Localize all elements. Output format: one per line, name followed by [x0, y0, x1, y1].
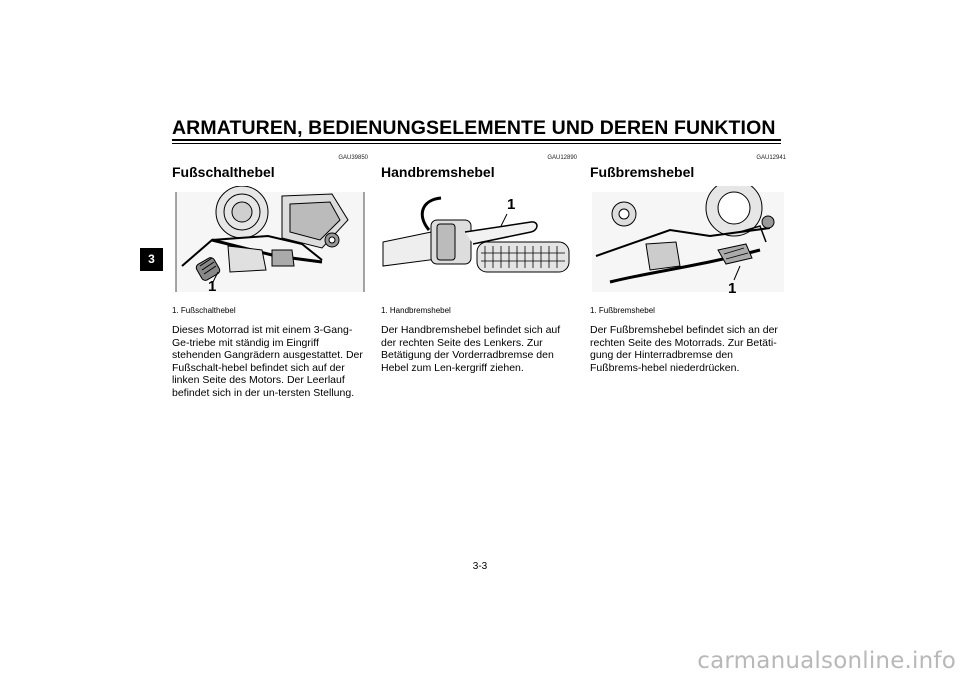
- section-code: GAU39850: [338, 155, 368, 161]
- body-text: Dieses Motorrad ist mit einem 3-Gang-Ge-triebe mit ständig im Eingriff stehenden Gangrädern ausgestattet. Der Fußschalt-hebel befindet sich auf der linken Seite des Motors. Der Leerlauf befindet sich in der un-tersten Stellung.: [172, 324, 363, 399]
- body-text: Der Fußbremshebel befindet sich an der rechten Seite des Motorrads. Zur Betäti-gung der Hinterradbremse den Fußbrems-hebel niederdrücken.: [590, 324, 778, 374]
- section-code: GAU12941: [756, 155, 786, 161]
- figure-caption: 1. Fußbremshebel: [590, 306, 655, 315]
- section-code: GAU12890: [547, 155, 577, 161]
- section-heading: Fußschalthebel: [172, 164, 275, 180]
- hand-brake-lever-illustration: [381, 186, 577, 298]
- chapter-tab: 3: [140, 248, 163, 271]
- section-heading: Handbremshebel: [381, 164, 495, 180]
- page-number: 3-3: [472, 561, 488, 572]
- section-handbremshebel: [381, 155, 577, 374]
- foot-brake-lever-illustration: [590, 186, 786, 298]
- watermark: carmanualsonline.info: [697, 648, 956, 674]
- callout-number: 1: [728, 280, 737, 297]
- figure-caption: 1. Handbremshebel: [381, 306, 451, 315]
- section-fussbremshebel: [590, 155, 786, 374]
- title-rule: [172, 139, 781, 141]
- shift-lever-illustration: [172, 186, 368, 298]
- figure-caption: 1. Fußschalthebel: [172, 306, 236, 315]
- section-fusschalthebel: [172, 155, 368, 400]
- callout-number: 1: [208, 278, 217, 295]
- section-heading: Fußbremshebel: [590, 164, 695, 180]
- page-title: ARMATUREN, BEDIENUNGSELEMENTE UND DEREN FUNKTION: [172, 117, 776, 139]
- callout-number: 1: [507, 196, 516, 213]
- body-text: Der Handbremshebel befindet sich auf der rechten Seite des Lenkers. Zur Betätigung der Vorderradbremse den Hebel zum Len-kergriff ziehen.: [381, 324, 561, 374]
- title-rule-thin: [172, 143, 781, 144]
